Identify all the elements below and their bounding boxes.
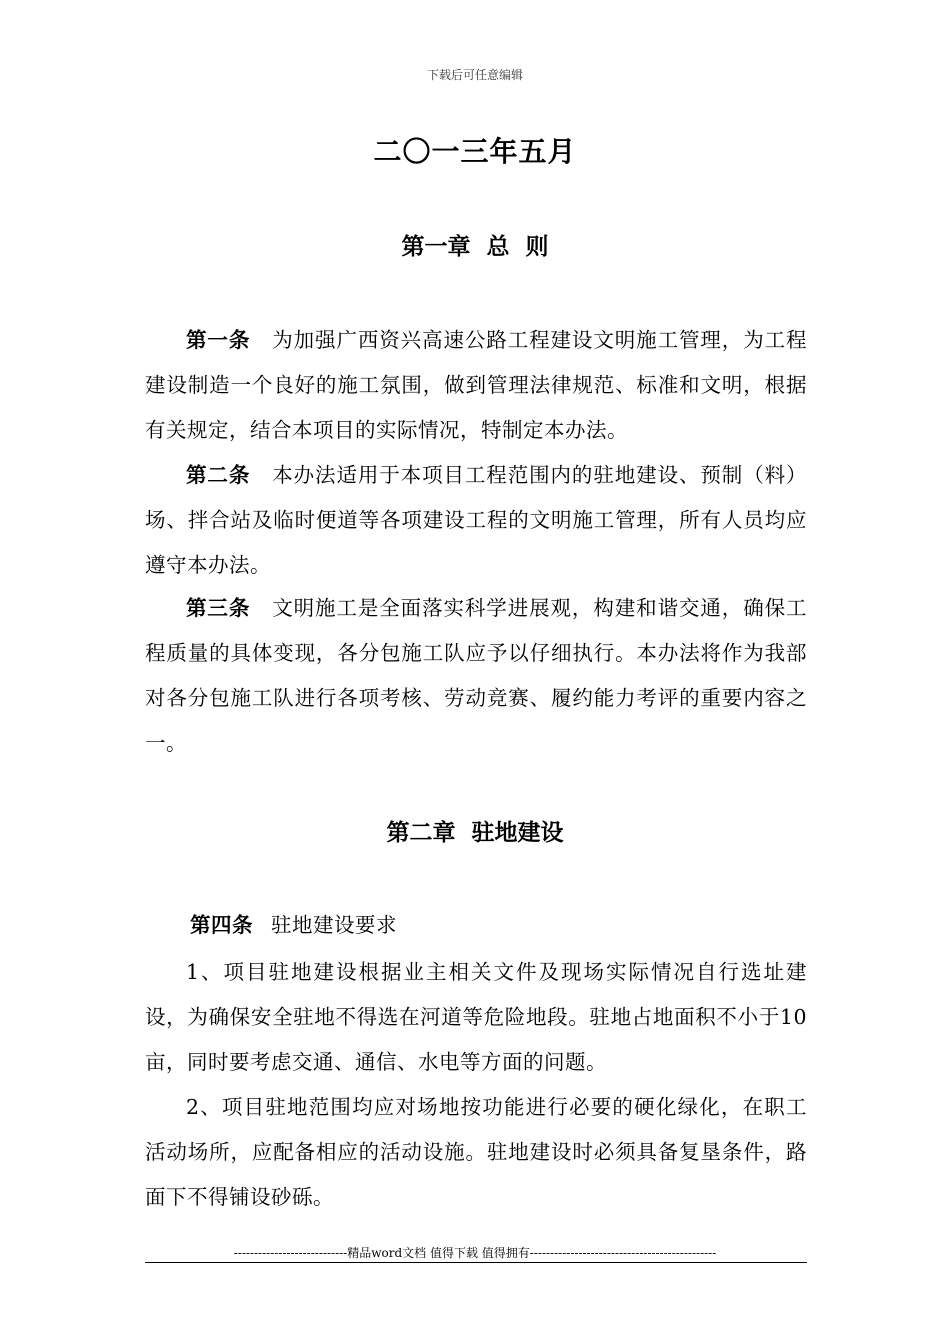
article-2 [145, 453, 807, 588]
article-1-text: 为加强广西资兴高速公路工程建设文明施工管理，为工程建设制造一个良好的施工氛围，做到管理法律规范、标准和文明，根据有关规定，结合本项目的实际情况，特制定本办法。 [145, 328, 808, 442]
article-3-label: 第三条 [186, 596, 251, 620]
header-note: 下载后可任意编辑 [426, 68, 523, 82]
article-2-text: 本办法适用于本项目工程范围内的驻地建设、预制（料）场、拌合站及临时便道等各项建设工程的文明施工管理，所有人员均应遵守本办法。 [145, 463, 808, 577]
article-1-label: 第一条 [186, 328, 251, 352]
footer-note: ----------------------------精品word文档 值得下载 值得拥有---------------------------------------------- [233, 1246, 717, 1260]
article-3-text: 文明施工是全面落实科学进展观，构建和谐交通，确保工程质量的具体变现，各分包施工队应予以仔细执行。本办法将作为我部对各分包施工队进行各项考核、劳动竞赛、履约能力考评的重要内容之一。 [145, 596, 808, 755]
article-4 [145, 903, 807, 948]
article-4-item-2: 2、项目驻地范围均应对场地按功能进行必要的硬化绿化，在职工活动场所，应配备相应的活动设施。驻地建设时必须具备复垦条件，路面下不得铺设砂砾。 [145, 1095, 807, 1209]
date-title: 二〇一三年五月 [373, 135, 577, 168]
article-3 [145, 586, 807, 766]
article-4-item-1: 1、项目驻地建设根据业主相关文件及现场实际情况自行选址建设，为确保安全驻地不得选在河道等危险地段。驻地占地面积不小于10亩，同时要考虑交通、通信、水电等方面的问题。 [145, 960, 807, 1074]
article-4-text: 驻地建设要求 [271, 913, 397, 937]
article-2-label: 第二条 [186, 463, 251, 487]
chapter-2-title: 第二章 驻地建设 [386, 820, 564, 846]
article-4-label: 第四条 [190, 913, 253, 937]
article-1 [145, 318, 807, 453]
footer-rule [145, 1262, 807, 1263]
chapter-1-title: 第一章 总 则 [401, 234, 549, 260]
